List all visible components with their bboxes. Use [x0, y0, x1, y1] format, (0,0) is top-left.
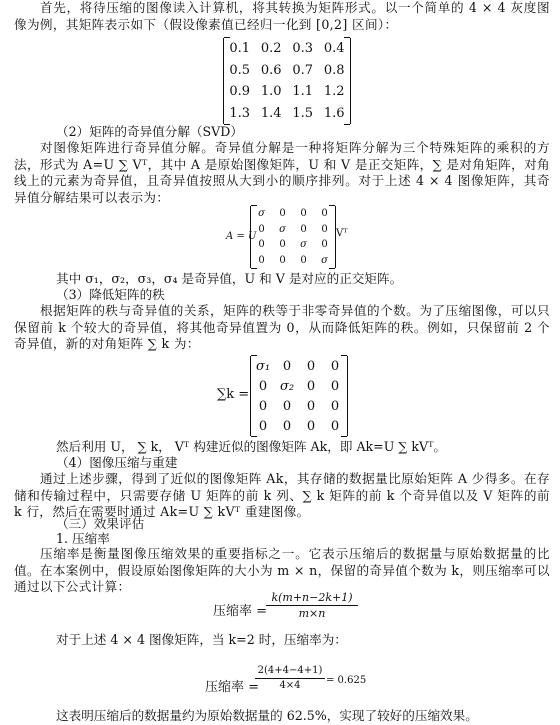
- sigma-k-lhs: ∑k =: [217, 387, 250, 402]
- matrix-cell: 0: [300, 223, 307, 235]
- matrix-cell: 1.3: [229, 105, 251, 121]
- image-matrix-grid: [224, 38, 350, 124]
- matrix-cell: 1.2: [323, 84, 345, 100]
- matrix-cell: 1.5: [292, 105, 314, 121]
- formula2-result: = 0.625: [326, 675, 367, 686]
- matrix-cell: 0: [306, 358, 316, 374]
- intro-paragraph: 首先，将待压缩的图像读入计算机，将其转换为矩阵形式。以一个简单的 4 × 4 灰度图像为例，其矩阵表示如下（假设像素值已经归一化到 [0,2] 区间）：: [14, 0, 550, 32]
- approx-paragraph: 然后利用 U， ∑ k， Vᵀ 构建近似的图像矩阵 Ak，即 Ak=U ∑ kVᵀ。: [56, 439, 446, 454]
- formula2-fraction: [255, 664, 325, 693]
- sigma-matrix: [250, 206, 336, 268]
- matrix-cell: 0: [306, 418, 316, 434]
- matrix-cell: 0: [282, 398, 292, 414]
- formula2-lhs: 压缩率 =: [205, 680, 260, 695]
- matrix-cell: 0: [258, 239, 265, 251]
- svd-lhs: A = U: [226, 231, 257, 242]
- svd-rhs: Vᵀ: [336, 228, 348, 239]
- matrix-cell: 0: [258, 418, 268, 434]
- matrix-cell: 0: [279, 208, 286, 220]
- matrix-cell: σ: [300, 239, 307, 251]
- matrix-cell: σ: [321, 254, 328, 266]
- matrix-cell: 0: [279, 239, 286, 251]
- ratio-paragraph: 压缩率是衡量图像压缩效果的重要指标之一。它表示压缩后的数据量与原始数据量的比值。在本案例中，假设原始图像矩阵的大小为 m × n，保留的奇异值个数为 k，则压缩率可以通过以下公式计算：: [14, 546, 550, 594]
- matrix-cell: 0: [330, 418, 340, 434]
- matrix-cell: 0: [330, 398, 340, 414]
- svd-paragraph: 对图像矩阵进行奇异值分解。奇异值分解是一种将矩阵分解为三个特殊矩阵的乘积的方法，形式为 A=U ∑ Vᵀ，其中 A 是原始图像矩阵，U 和 V 是正交矩阵，∑ 是对角矩阵，对角线上的元素为奇异值，且奇异值按照从大到小的顺序排列。对于上述 4 × 4 图像矩阵，其奇异值分解结果可以表示为：: [14, 140, 550, 205]
- formula2-denominator: 4×4: [279, 680, 301, 691]
- matrix-cell: 0: [258, 378, 268, 394]
- matrix-cell: σ: [279, 223, 286, 235]
- matrix-cell: 0: [282, 418, 292, 434]
- heading-rank: （3）降低矩阵的秩: [56, 287, 165, 302]
- matrix-cell: 0: [321, 239, 328, 251]
- matrix-cell: 0.3: [292, 41, 314, 57]
- matrix-cell: 0: [258, 223, 265, 235]
- matrix-cell: σ₂: [279, 378, 295, 394]
- matrix-cell: 0: [306, 378, 316, 394]
- image-matrix: [223, 38, 351, 124]
- conclusion-paragraph: 这表明压缩后的数据量约为原始数据量的 62.5%，实现了较好的压缩效果。: [56, 708, 478, 723]
- rank-paragraph: 根据矩阵的秩与奇异值的关系，矩阵的秩等于非零奇异值的个数。为了压缩图像，可以只保留前 k 个较大的奇异值，将其他奇异值置为 0，从而降低矩阵的秩。例如，只保留前 2 个奇异值，新的对角矩阵 ∑ k 为：: [14, 303, 550, 351]
- formula1-fraction: [266, 590, 358, 621]
- matrix-cell: 0: [306, 398, 316, 414]
- heading-reconstruction: （4）图像压缩与重建: [56, 455, 178, 470]
- matrix-cell: 0: [330, 378, 340, 394]
- heading-svd: （2）矩阵的奇异值分解（SVD）: [56, 124, 243, 139]
- matrix-cell: 0: [258, 254, 265, 266]
- sigma-k-matrix-grid: [251, 356, 347, 436]
- matrix-cell: 0: [282, 358, 292, 374]
- matrix-cell: 0: [330, 358, 340, 374]
- matrix-cell: 1.4: [260, 105, 282, 121]
- sigma-matrix-grid: [251, 206, 335, 268]
- heading-compression-ratio: 1. 压缩率: [56, 531, 110, 546]
- matrix-cell: 0: [321, 208, 328, 220]
- formula1-lhs: 压缩率 =: [213, 604, 268, 619]
- sigma-k-matrix: [250, 356, 348, 436]
- formula2-numerator: 2(4+4−4+1): [257, 665, 323, 676]
- matrix-cell: 0: [300, 254, 307, 266]
- sigmas-note: 其中 σ₁，σ₂，σ₃，σ₄ 是奇异值，U 和 V 是对应的正交矩阵。: [56, 271, 403, 286]
- matrix-cell: 0.9: [229, 84, 251, 100]
- matrix-cell: σ₁: [255, 358, 271, 374]
- matrix-cell: 0: [258, 398, 268, 414]
- matrix-cell: 0: [300, 208, 307, 220]
- matrix-cell: 0.4: [323, 41, 345, 57]
- matrix-cell: 0.2: [260, 41, 282, 57]
- matrix-cell: 0: [321, 223, 328, 235]
- matrix-cell: 1.1: [292, 84, 314, 100]
- matrix-cell: 0: [279, 254, 286, 266]
- matrix-cell: σ: [258, 208, 265, 220]
- matrix-cell: 0.1: [229, 41, 251, 57]
- heading-evaluation: （三）效果评估: [56, 516, 145, 531]
- matrix-cell: 1.6: [323, 105, 345, 121]
- matrix-cell: 0.8: [323, 62, 345, 78]
- formula1-numerator: k(m+n−2k+1): [271, 591, 353, 604]
- matrix-cell: 0.5: [229, 62, 251, 78]
- matrix-cell: 1.0: [260, 84, 282, 100]
- example-paragraph: 对于上述 4 × 4 图像矩阵，当 k=2 时，压缩率为：: [56, 632, 347, 647]
- matrix-cell: 0.7: [292, 62, 314, 78]
- reconstruction-paragraph: 通过上述步骤，得到了近似的图像矩阵 Ak，其存储的数据量比原始矩阵 A 少得多。在存储和传输过程中，只需要存储 U 矩阵的前 k 列、∑ k 矩阵的前 k 个奇异值以及 V 矩阵的前 k 行，然后在需要时通过 Ak=U ∑ kVᵀ 重建图像。: [14, 471, 550, 519]
- matrix-cell: 0.6: [260, 62, 282, 78]
- formula1-denominator: m×n: [298, 607, 326, 620]
